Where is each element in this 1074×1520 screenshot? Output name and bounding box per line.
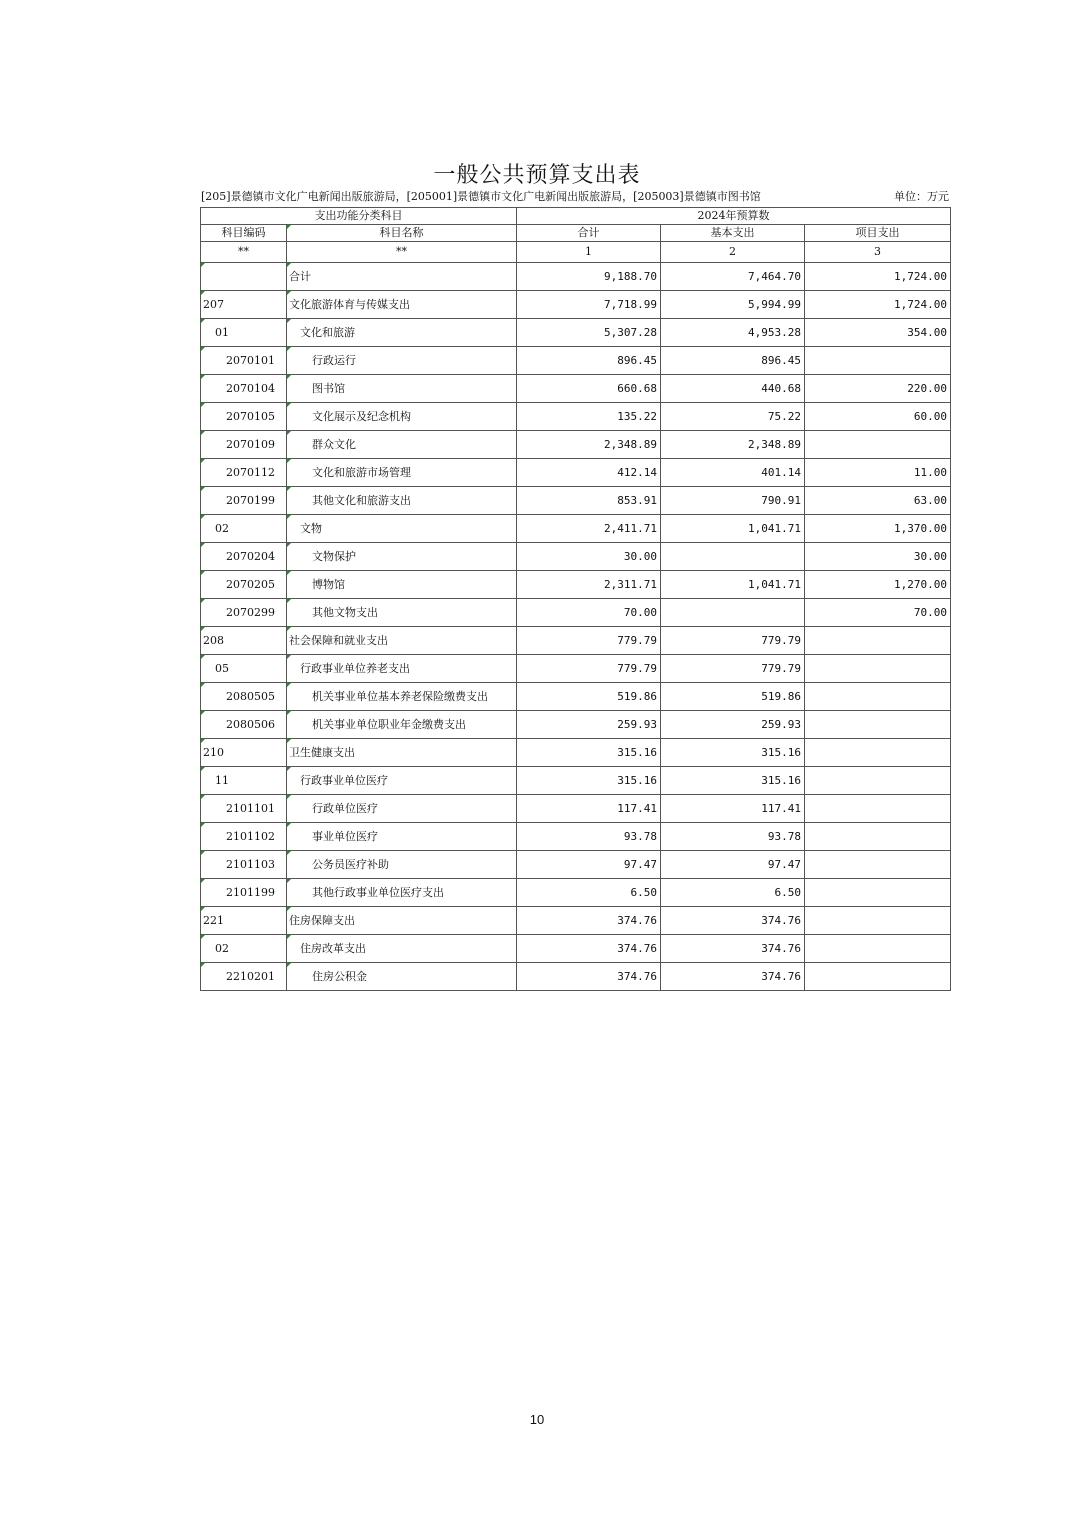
cell-name: 住房公积金 xyxy=(287,963,517,991)
header-group-right: 2024年预算数 xyxy=(517,208,951,225)
header-group-row xyxy=(201,208,951,225)
table-row xyxy=(201,347,951,375)
cell-total: 5,307.28 xyxy=(517,319,661,347)
cell-project xyxy=(805,683,951,711)
cell-project xyxy=(805,767,951,795)
table-row xyxy=(201,263,951,291)
cell-total: 660.68 xyxy=(517,375,661,403)
cell-code: 2080505 xyxy=(201,683,287,711)
cell-basic: 779.79 xyxy=(661,627,805,655)
cell-total: 93.78 xyxy=(517,823,661,851)
cell-basic: 2,348.89 xyxy=(661,431,805,459)
cell-name: 行政单位医疗 xyxy=(287,795,517,823)
cell-basic xyxy=(661,543,805,571)
table-body xyxy=(201,263,951,991)
cell-basic: 259.93 xyxy=(661,711,805,739)
table-row xyxy=(201,319,951,347)
cell-code: 2210201 xyxy=(201,963,287,991)
cell-total: 259.93 xyxy=(517,711,661,739)
cell-total: 135.22 xyxy=(517,403,661,431)
cell-total: 30.00 xyxy=(517,543,661,571)
cell-name: 行政运行 xyxy=(287,347,517,375)
cell-project xyxy=(805,431,951,459)
cell-code: 2070104 xyxy=(201,375,287,403)
cell-basic: 790.91 xyxy=(661,487,805,515)
cell-total: 779.79 xyxy=(517,627,661,655)
header-column-row xyxy=(201,225,951,242)
cell-code: 2070299 xyxy=(201,599,287,627)
cell-code: 2080506 xyxy=(201,711,287,739)
cell-basic: 896.45 xyxy=(661,347,805,375)
cell-code: 01 xyxy=(201,319,287,347)
cell-basic: 519.86 xyxy=(661,683,805,711)
cell-basic: 1,041.71 xyxy=(661,571,805,599)
cell-name: 文化和旅游市场管理 xyxy=(287,459,517,487)
cell-total: 374.76 xyxy=(517,907,661,935)
cell-name: 图书馆 xyxy=(287,375,517,403)
cell-code: 2070205 xyxy=(201,571,287,599)
cell-code: 2070199 xyxy=(201,487,287,515)
cell-code: 2101101 xyxy=(201,795,287,823)
cell-project xyxy=(805,823,951,851)
cell-name: 公务员医疗补助 xyxy=(287,851,517,879)
cell-name: 行政事业单位养老支出 xyxy=(287,655,517,683)
header-total: 合计 xyxy=(517,225,661,242)
cell-total: 779.79 xyxy=(517,655,661,683)
cell-code: 2101102 xyxy=(201,823,287,851)
table-row xyxy=(201,627,951,655)
cell-basic: 374.76 xyxy=(661,907,805,935)
cell-total: 896.45 xyxy=(517,347,661,375)
index-code: ** xyxy=(201,242,287,263)
cell-name: 住房改革支出 xyxy=(287,935,517,963)
cell-project xyxy=(805,851,951,879)
cell-code: 207 xyxy=(201,291,287,319)
cell-total: 374.76 xyxy=(517,963,661,991)
cell-name: 文化和旅游 xyxy=(287,319,517,347)
table-row xyxy=(201,543,951,571)
cell-code: 208 xyxy=(201,627,287,655)
cell-project: 1,370.00 xyxy=(805,515,951,543)
table-row xyxy=(201,935,951,963)
cell-project: 354.00 xyxy=(805,319,951,347)
cell-total: 2,348.89 xyxy=(517,431,661,459)
budget-table xyxy=(200,207,951,991)
table-row xyxy=(201,683,951,711)
units-text: [205]景德镇市文化广电新闻出版旅游局，[205001]景德镇市文化广电新闻出版旅游局，[205003]景德镇市图书馆 xyxy=(201,190,761,203)
header-basic: 基本支出 xyxy=(661,225,805,242)
cell-name: 事业单位医疗 xyxy=(287,823,517,851)
cell-project xyxy=(805,935,951,963)
cell-basic xyxy=(661,599,805,627)
cell-name: 行政事业单位医疗 xyxy=(287,767,517,795)
table-row xyxy=(201,599,951,627)
table-row xyxy=(201,487,951,515)
cell-basic: 4,953.28 xyxy=(661,319,805,347)
table-row xyxy=(201,571,951,599)
cell-code: 2070204 xyxy=(201,543,287,571)
cell-name: 住房保障支出 xyxy=(287,907,517,935)
cell-total: 374.76 xyxy=(517,935,661,963)
table-row xyxy=(201,515,951,543)
table-caption-line xyxy=(201,189,949,205)
cell-name: 社会保障和就业支出 xyxy=(287,627,517,655)
table-row xyxy=(201,767,951,795)
cell-project: 60.00 xyxy=(805,403,951,431)
table-row xyxy=(201,403,951,431)
cell-code: 2070105 xyxy=(201,403,287,431)
cell-basic: 117.41 xyxy=(661,795,805,823)
cell-name: 合计 xyxy=(287,263,517,291)
cell-total: 2,311.71 xyxy=(517,571,661,599)
cell-total: 412.14 xyxy=(517,459,661,487)
table-row xyxy=(201,655,951,683)
table-row xyxy=(201,431,951,459)
cell-name: 机关事业单位基本养老保险缴费支出 xyxy=(287,683,517,711)
cell-name: 文化旅游体育与传媒支出 xyxy=(287,291,517,319)
index-total: 1 xyxy=(517,242,661,263)
cell-code xyxy=(201,263,287,291)
cell-name: 博物馆 xyxy=(287,571,517,599)
cell-basic: 374.76 xyxy=(661,935,805,963)
cell-basic: 779.79 xyxy=(661,655,805,683)
cell-code: 11 xyxy=(201,767,287,795)
cell-code: 2070109 xyxy=(201,431,287,459)
cell-total: 70.00 xyxy=(517,599,661,627)
table-row xyxy=(201,907,951,935)
index-basic: 2 xyxy=(661,242,805,263)
index-project: 3 xyxy=(805,242,951,263)
cell-project xyxy=(805,627,951,655)
cell-basic: 7,464.70 xyxy=(661,263,805,291)
cell-project xyxy=(805,907,951,935)
cell-name: 其他文物支出 xyxy=(287,599,517,627)
cell-project xyxy=(805,795,951,823)
table-row xyxy=(201,963,951,991)
cell-project xyxy=(805,739,951,767)
cell-code: 05 xyxy=(201,655,287,683)
cell-name: 文物保护 xyxy=(287,543,517,571)
cell-total: 97.47 xyxy=(517,851,661,879)
cell-name: 其他文化和旅游支出 xyxy=(287,487,517,515)
cell-code: 210 xyxy=(201,739,287,767)
cell-project xyxy=(805,879,951,907)
cell-project xyxy=(805,711,951,739)
cell-total: 2,411.71 xyxy=(517,515,661,543)
cell-code: 2070101 xyxy=(201,347,287,375)
table-row xyxy=(201,739,951,767)
cell-code: 221 xyxy=(201,907,287,935)
cell-code: 2101199 xyxy=(201,879,287,907)
cell-project: 1,270.00 xyxy=(805,571,951,599)
cell-project xyxy=(805,655,951,683)
cell-basic: 401.14 xyxy=(661,459,805,487)
table-row xyxy=(201,711,951,739)
cell-total: 9,188.70 xyxy=(517,263,661,291)
table-row xyxy=(201,375,951,403)
cell-basic: 315.16 xyxy=(661,739,805,767)
cell-total: 853.91 xyxy=(517,487,661,515)
cell-basic: 440.68 xyxy=(661,375,805,403)
cell-basic: 1,041.71 xyxy=(661,515,805,543)
cell-project xyxy=(805,347,951,375)
cell-total: 315.16 xyxy=(517,739,661,767)
cell-basic: 93.78 xyxy=(661,823,805,851)
cell-name: 卫生健康支出 xyxy=(287,739,517,767)
cell-name: 文物 xyxy=(287,515,517,543)
cell-project: 30.00 xyxy=(805,543,951,571)
cell-project: 220.00 xyxy=(805,375,951,403)
index-name: ** xyxy=(287,242,517,263)
cell-basic: 374.76 xyxy=(661,963,805,991)
cell-name: 其他行政事业单位医疗支出 xyxy=(287,879,517,907)
cell-name: 群众文化 xyxy=(287,431,517,459)
cell-basic: 315.16 xyxy=(661,767,805,795)
cell-project: 1,724.00 xyxy=(805,263,951,291)
cell-project: 11.00 xyxy=(805,459,951,487)
cell-code: 02 xyxy=(201,935,287,963)
cell-code: 2101103 xyxy=(201,851,287,879)
table-row xyxy=(201,823,951,851)
page-title: 一般公共预算支出表 xyxy=(433,163,641,188)
table-row xyxy=(201,879,951,907)
header-group-left: 支出功能分类科目 xyxy=(201,208,517,225)
table-row xyxy=(201,291,951,319)
cell-code: 2070112 xyxy=(201,459,287,487)
cell-name: 文化展示及纪念机构 xyxy=(287,403,517,431)
cell-basic: 6.50 xyxy=(661,879,805,907)
cell-basic: 5,994.99 xyxy=(661,291,805,319)
cell-basic: 75.22 xyxy=(661,403,805,431)
cell-total: 117.41 xyxy=(517,795,661,823)
header-name: 科目名称 xyxy=(287,225,517,242)
cell-name: 机关事业单位职业年金缴费支出 xyxy=(287,711,517,739)
cell-project: 63.00 xyxy=(805,487,951,515)
table-row xyxy=(201,851,951,879)
cell-code: 02 xyxy=(201,515,287,543)
table-row xyxy=(201,795,951,823)
cell-project: 70.00 xyxy=(805,599,951,627)
header-code: 科目编码 xyxy=(201,225,287,242)
cell-basic: 97.47 xyxy=(661,851,805,879)
cell-total: 7,718.99 xyxy=(517,291,661,319)
cell-total: 315.16 xyxy=(517,767,661,795)
table-row xyxy=(201,459,951,487)
unit-label: 单位：万元 xyxy=(894,190,949,203)
cell-total: 519.86 xyxy=(517,683,661,711)
page-number: 10 xyxy=(529,1412,545,1427)
cell-project xyxy=(805,963,951,991)
cell-project: 1,724.00 xyxy=(805,291,951,319)
header-index-row xyxy=(201,242,951,263)
header-project: 项目支出 xyxy=(805,225,951,242)
cell-total: 6.50 xyxy=(517,879,661,907)
